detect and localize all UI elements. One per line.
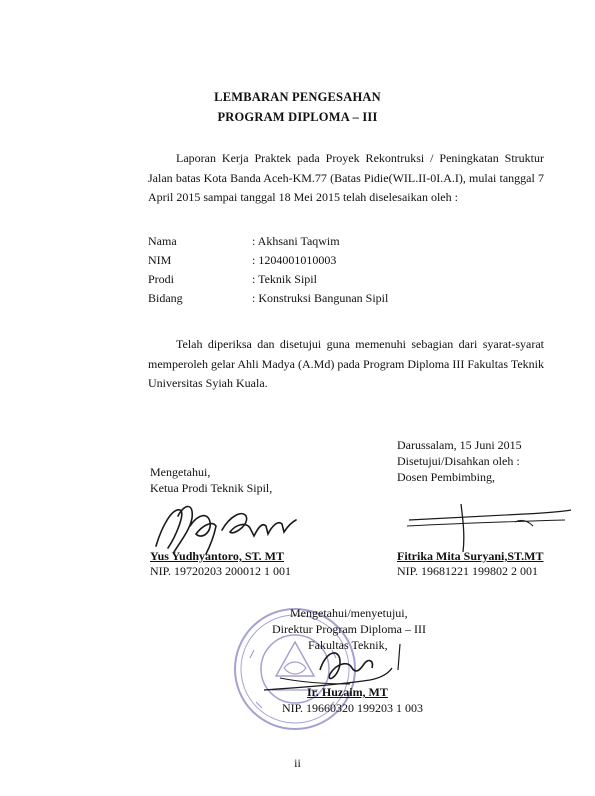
right-signatory-line2: Dosen Pembimbing, <box>397 470 495 484</box>
identity-label: Prodi <box>148 272 175 286</box>
place-date: Darussalam, 15 Juni 2015 <box>397 438 522 452</box>
right-signatory-line1: Disetujui/Disahkan oleh : <box>397 454 520 468</box>
identity-value: : Konstruksi Bangunan Sipil <box>252 291 389 305</box>
identity-value: : 1204001010003 <box>252 253 337 267</box>
center-signatory-line3: Fakultas Teknik, <box>308 638 388 652</box>
left-signatory-line2: Ketua Prodi Teknik Sipil, <box>150 481 273 495</box>
identity-label: NIM <box>148 253 172 267</box>
left-signatory-line1: Mengetahui, <box>150 465 211 479</box>
intro-text: Laporan Kerja Praktek pada Proyek Rekontruksi / Peningkatan Struktur Jalan batas Kota Banda Aceh-KM.77 (Batas Pidie(WIL.II-0I.A.I), mulai tanggal 7 April 2015 sampai tanggal 18 Mei 2015 telah diselesaikan oleh : <box>148 151 544 204</box>
approval-paragraph <box>148 335 544 394</box>
center-signatory-nip: NIP. 19660320 199203 1 003 <box>282 701 424 715</box>
center-signatory-line2: Direktur Program Diploma – III <box>272 622 426 636</box>
right-signatory-nip: NIP. 19681221 199802 2 001 <box>397 564 539 578</box>
left-signatory-name: Yus Yudhyantoro, ST. MT <box>150 549 284 563</box>
center-signatory-line1: Mengetahui/menyetujui, <box>290 606 408 620</box>
identity-label: Bidang <box>148 291 183 305</box>
page-subtitle: PROGRAM DIPLOMA – III <box>217 110 378 124</box>
left-signatory-nip: NIP. 19720203 200012 1 001 <box>150 564 292 578</box>
page-title: LEMBARAN PENGESAHAN <box>214 90 381 104</box>
page-number: ii <box>294 756 301 770</box>
right-signatory-name: Fitrika Mita Suryani,ST.MT <box>397 549 544 563</box>
identity-value: : Akhsani Taqwim <box>252 234 340 248</box>
identity-value: : Teknik Sipil <box>252 272 317 286</box>
identity-label: Nama <box>148 234 177 248</box>
center-signatory-name: Ir. Huzaim, MT <box>307 685 388 699</box>
intro-paragraph <box>148 149 544 208</box>
approval-text: Telah diperiksa dan disetujui guna memenuhi sebagian dari syarat-syarat memperoleh gelar Ahli Madya (A.Md) pada Program Diploma III Fakultas Teknik Universitas Syiah Kuala. <box>148 337 544 390</box>
